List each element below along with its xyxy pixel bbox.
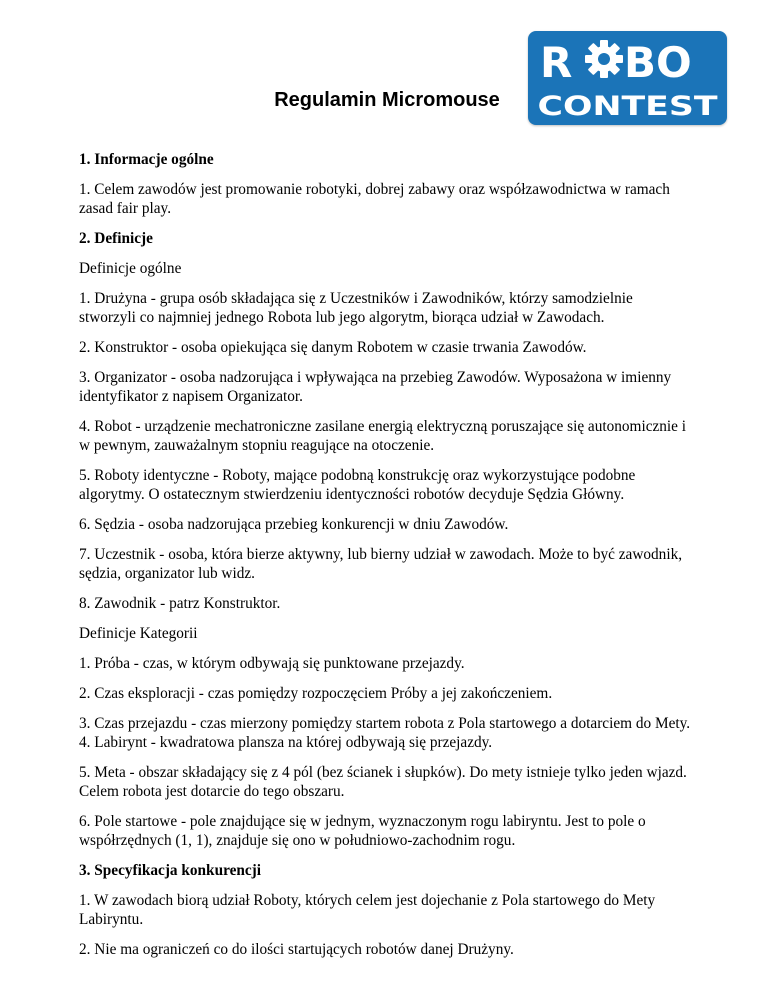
logo-graphic: [528, 31, 727, 125]
paragraph: Definicje ogólne: [79, 260, 182, 277]
logo-line2: CONTEST: [537, 91, 719, 122]
section-heading: 3. Specyfikacja konkurencji: [79, 862, 262, 879]
paragraph: 5. Meta - obszar składający się z 4 pól (bez ścianek i słupków). Do mety istnieje tylko jeden wjazd. Celem robota jest dotarcie do tego obszaru.: [79, 764, 687, 800]
paragraph: 3. Czas przejazdu - czas mierzony pomiędzy startem robota z Pola startowego a dotarciem do Mety. 4. Labirynt - kwadratowa plansza na której odbywają się przejazdy.: [79, 715, 691, 751]
section-heading: 1. Informacje ogólne: [79, 151, 214, 168]
document-body: [79, 150, 691, 970]
paragraph: 1. Drużyna - grupa osób składająca się z Uczestników i Zawodników, którzy samodzielnie stworzyli co najmniej jednego Robota lub jego algorytm, biorąca udział w Zawodach.: [79, 290, 633, 326]
paragraph: 3. Organizator - osoba nadzorująca i wpływająca na przebieg Zawodów. Wyposażona w imienny identyfikator z napisem Organizator.: [79, 369, 672, 405]
paragraph: 5. Roboty identyczne - Roboty, mające podobną konstrukcję oraz wykorzystujące podobne algorytmy. O ostatecznym stwierdzeniu identyczności robotów decyduje Sędzia Główny.: [79, 467, 636, 503]
paragraph: Definicje Kategorii: [79, 625, 198, 642]
logo-letters-bo: BO: [624, 38, 692, 87]
page-title: Regulamin Micromouse: [274, 89, 500, 111]
section-heading: 2. Definicje: [79, 230, 153, 247]
paragraph: 1. W zawodach biorą udział Roboty, których celem jest dojechanie z Pola startowego do Mety Labiryntu.: [79, 892, 656, 928]
paragraph: 2. Konstruktor - osoba opiekująca się danym Robotem w czasie trwania Zawodów.: [79, 339, 587, 356]
paragraph: 7. Uczestnik - osoba, która bierze aktywny, lub bierny udział w zawodach. Może to być zawodnik, sędzia, organizator lub widz.: [79, 546, 683, 582]
logo-letter-r: R: [540, 38, 573, 87]
robo-contest-logo: [528, 31, 727, 125]
paragraph: 1. Próba - czas, w którym odbywają się punktowane przejazdy.: [79, 655, 465, 672]
paragraph: 2. Czas eksploracji - czas pomiędzy rozpoczęciem Próby a jej zakończeniem.: [79, 685, 553, 702]
paragraph: 6. Sędzia - osoba nadzorująca przebieg konkurencji w dniu Zawodów.: [79, 516, 509, 533]
paragraph: 4. Robot - urządzenie mechatroniczne zasilane energią elektryczną poruszające się autonomicznie i w pewnym, zauważalnym stopniu reagujące na otoczenie.: [79, 418, 687, 454]
paragraph: 2. Nie ma ograniczeń co do ilości startujących robotów danej Drużyny.: [79, 941, 514, 958]
paragraph: 8. Zawodnik - patrz Konstruktor.: [79, 595, 281, 612]
paragraph: 6. Pole startowe - pole znajdujące się w jednym, wyznaczonym rogu labiryntu. Jest to pole o współrzędnych (1, 1), znajduje się ono w południowo-zachodnim rogu.: [79, 813, 646, 849]
gear-icon: [585, 40, 623, 78]
paragraph: 1. Celem zawodów jest promowanie robotyki, dobrej zabawy oraz współzawodnictwa w ramach zasad fair play.: [79, 181, 670, 217]
